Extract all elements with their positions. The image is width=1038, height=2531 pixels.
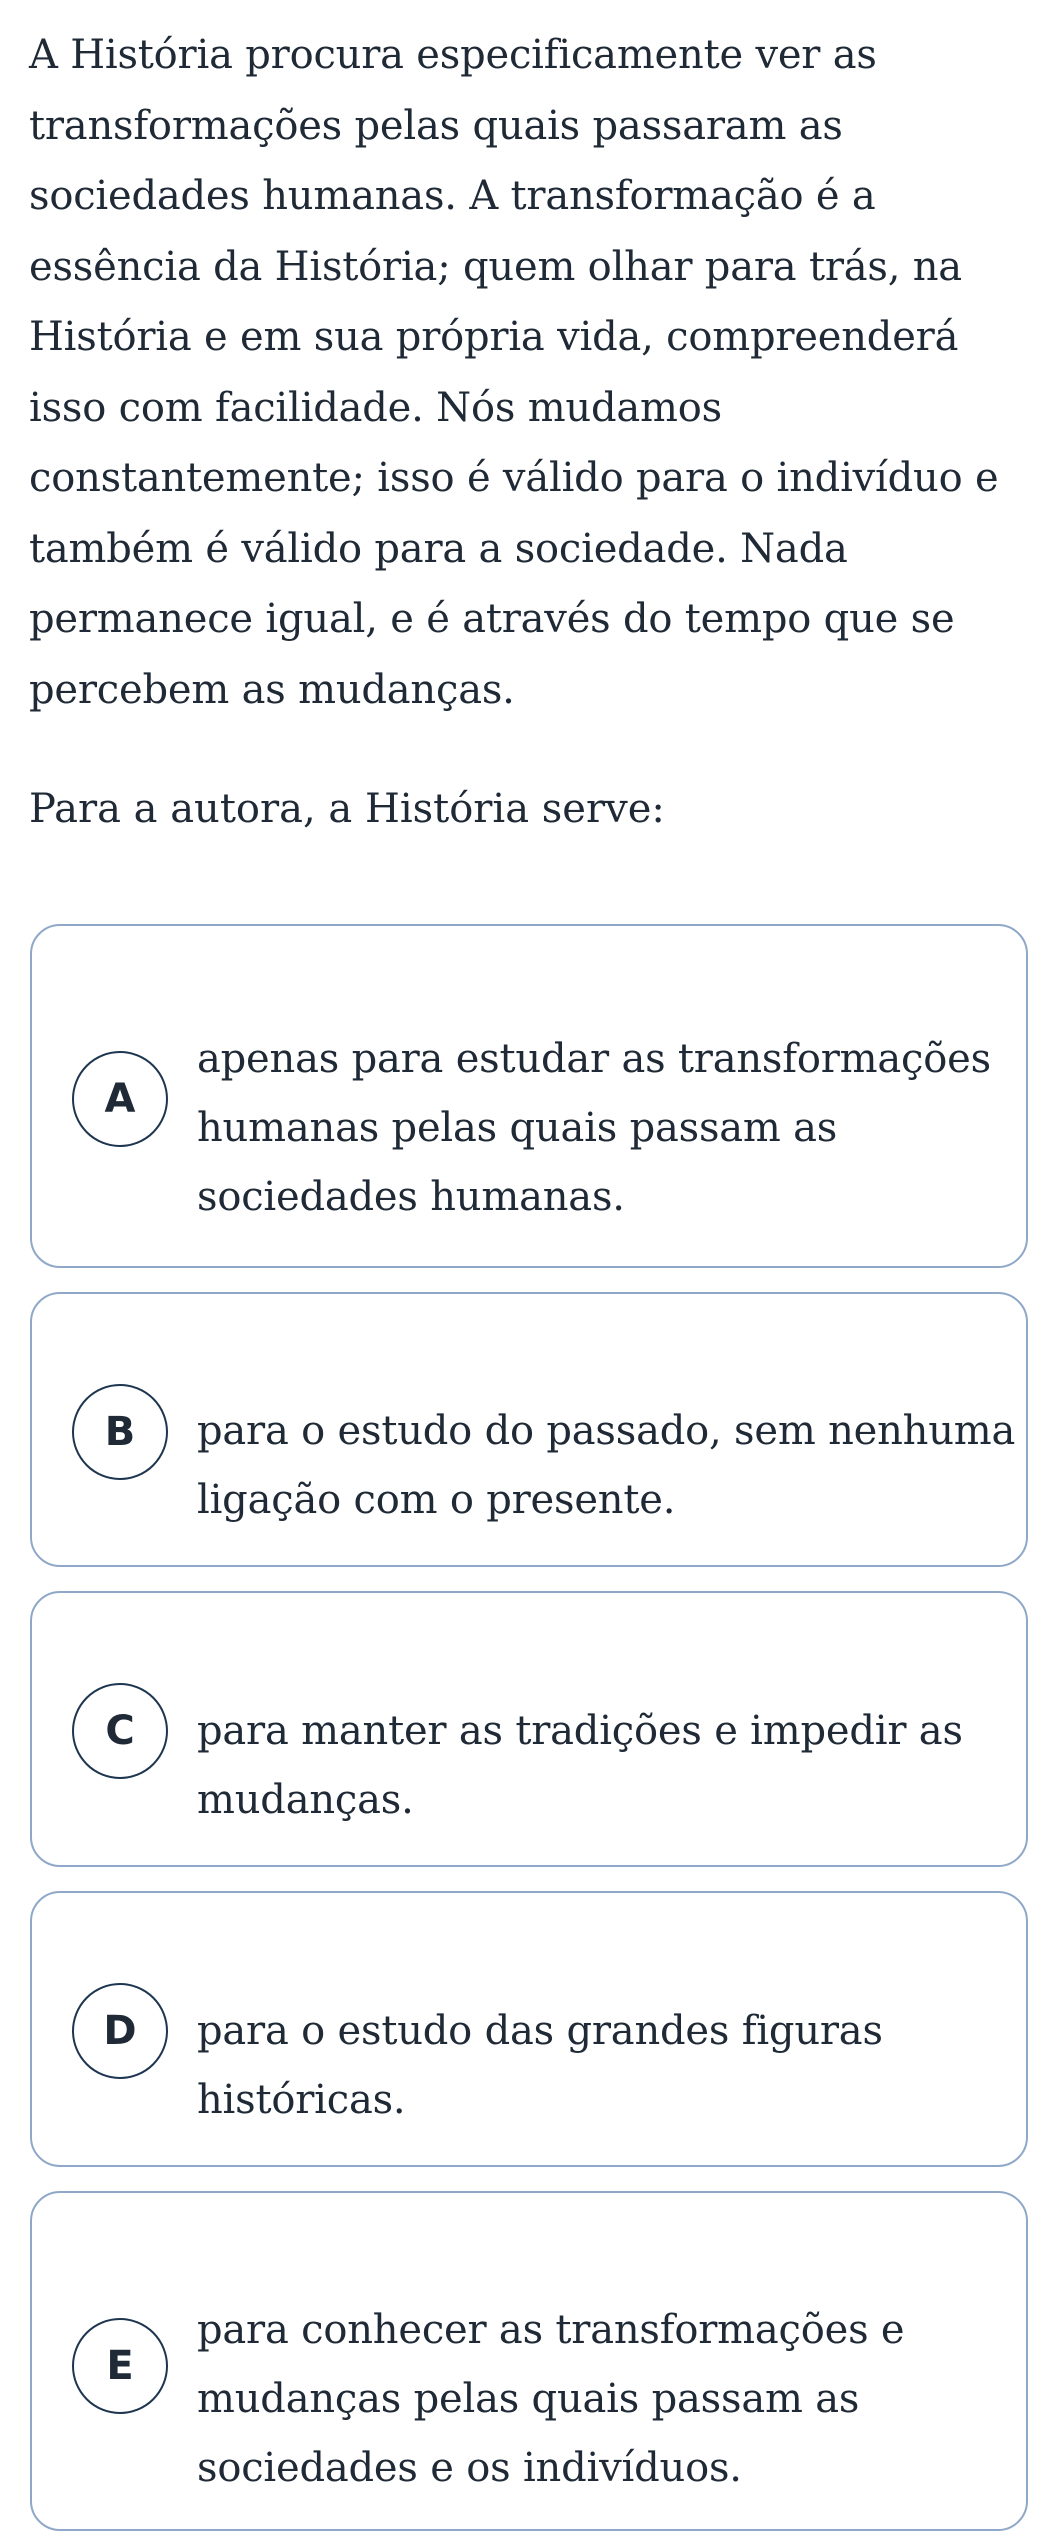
- option-b[interactable]: [30, 1292, 1028, 1567]
- option-a-text: apenas para estudar as transformações humanas pelas quais passam as sociedades humanas.: [197, 1036, 991, 1220]
- option-a[interactable]: [30, 924, 1028, 1268]
- option-c-letter-badge: C: [72, 1683, 168, 1779]
- option-a-letter-badge: A: [72, 1051, 168, 1147]
- question-prompt: Para a autora, a História serve:: [29, 786, 665, 832]
- passage-text: A História procura especificamente ver as transformações pelas quais passaram as sociedades humanas. A transformação é a essência da História; quem olhar para trás, na História e em sua própria vida, compreenderá isso com facilidade. Nós mudamos constantemente; isso é válido para o indivíduo e também é válido para a sociedade. Nada permanece igual, e é através do tempo que se percebem as mudanças.: [29, 32, 999, 713]
- option-b-text: para o estudo do passado, sem nenhuma ligação com o presente.: [197, 1408, 1016, 1523]
- option-d[interactable]: [30, 1891, 1028, 2167]
- option-d-letter-badge: D: [72, 1983, 168, 2079]
- option-e[interactable]: [30, 2191, 1028, 2531]
- option-e-letter-badge: E: [72, 2318, 168, 2414]
- option-d-text: para o estudo das grandes figuras históricas.: [197, 2008, 883, 2123]
- option-c[interactable]: [30, 1591, 1028, 1867]
- option-b-letter-badge: B: [72, 1384, 168, 1480]
- option-e-text: para conhecer as transformações e mudanças pelas quais passam as sociedades e os indivíduos.: [197, 2307, 905, 2491]
- option-c-text: para manter as tradições e impedir as mudanças.: [197, 1708, 963, 1823]
